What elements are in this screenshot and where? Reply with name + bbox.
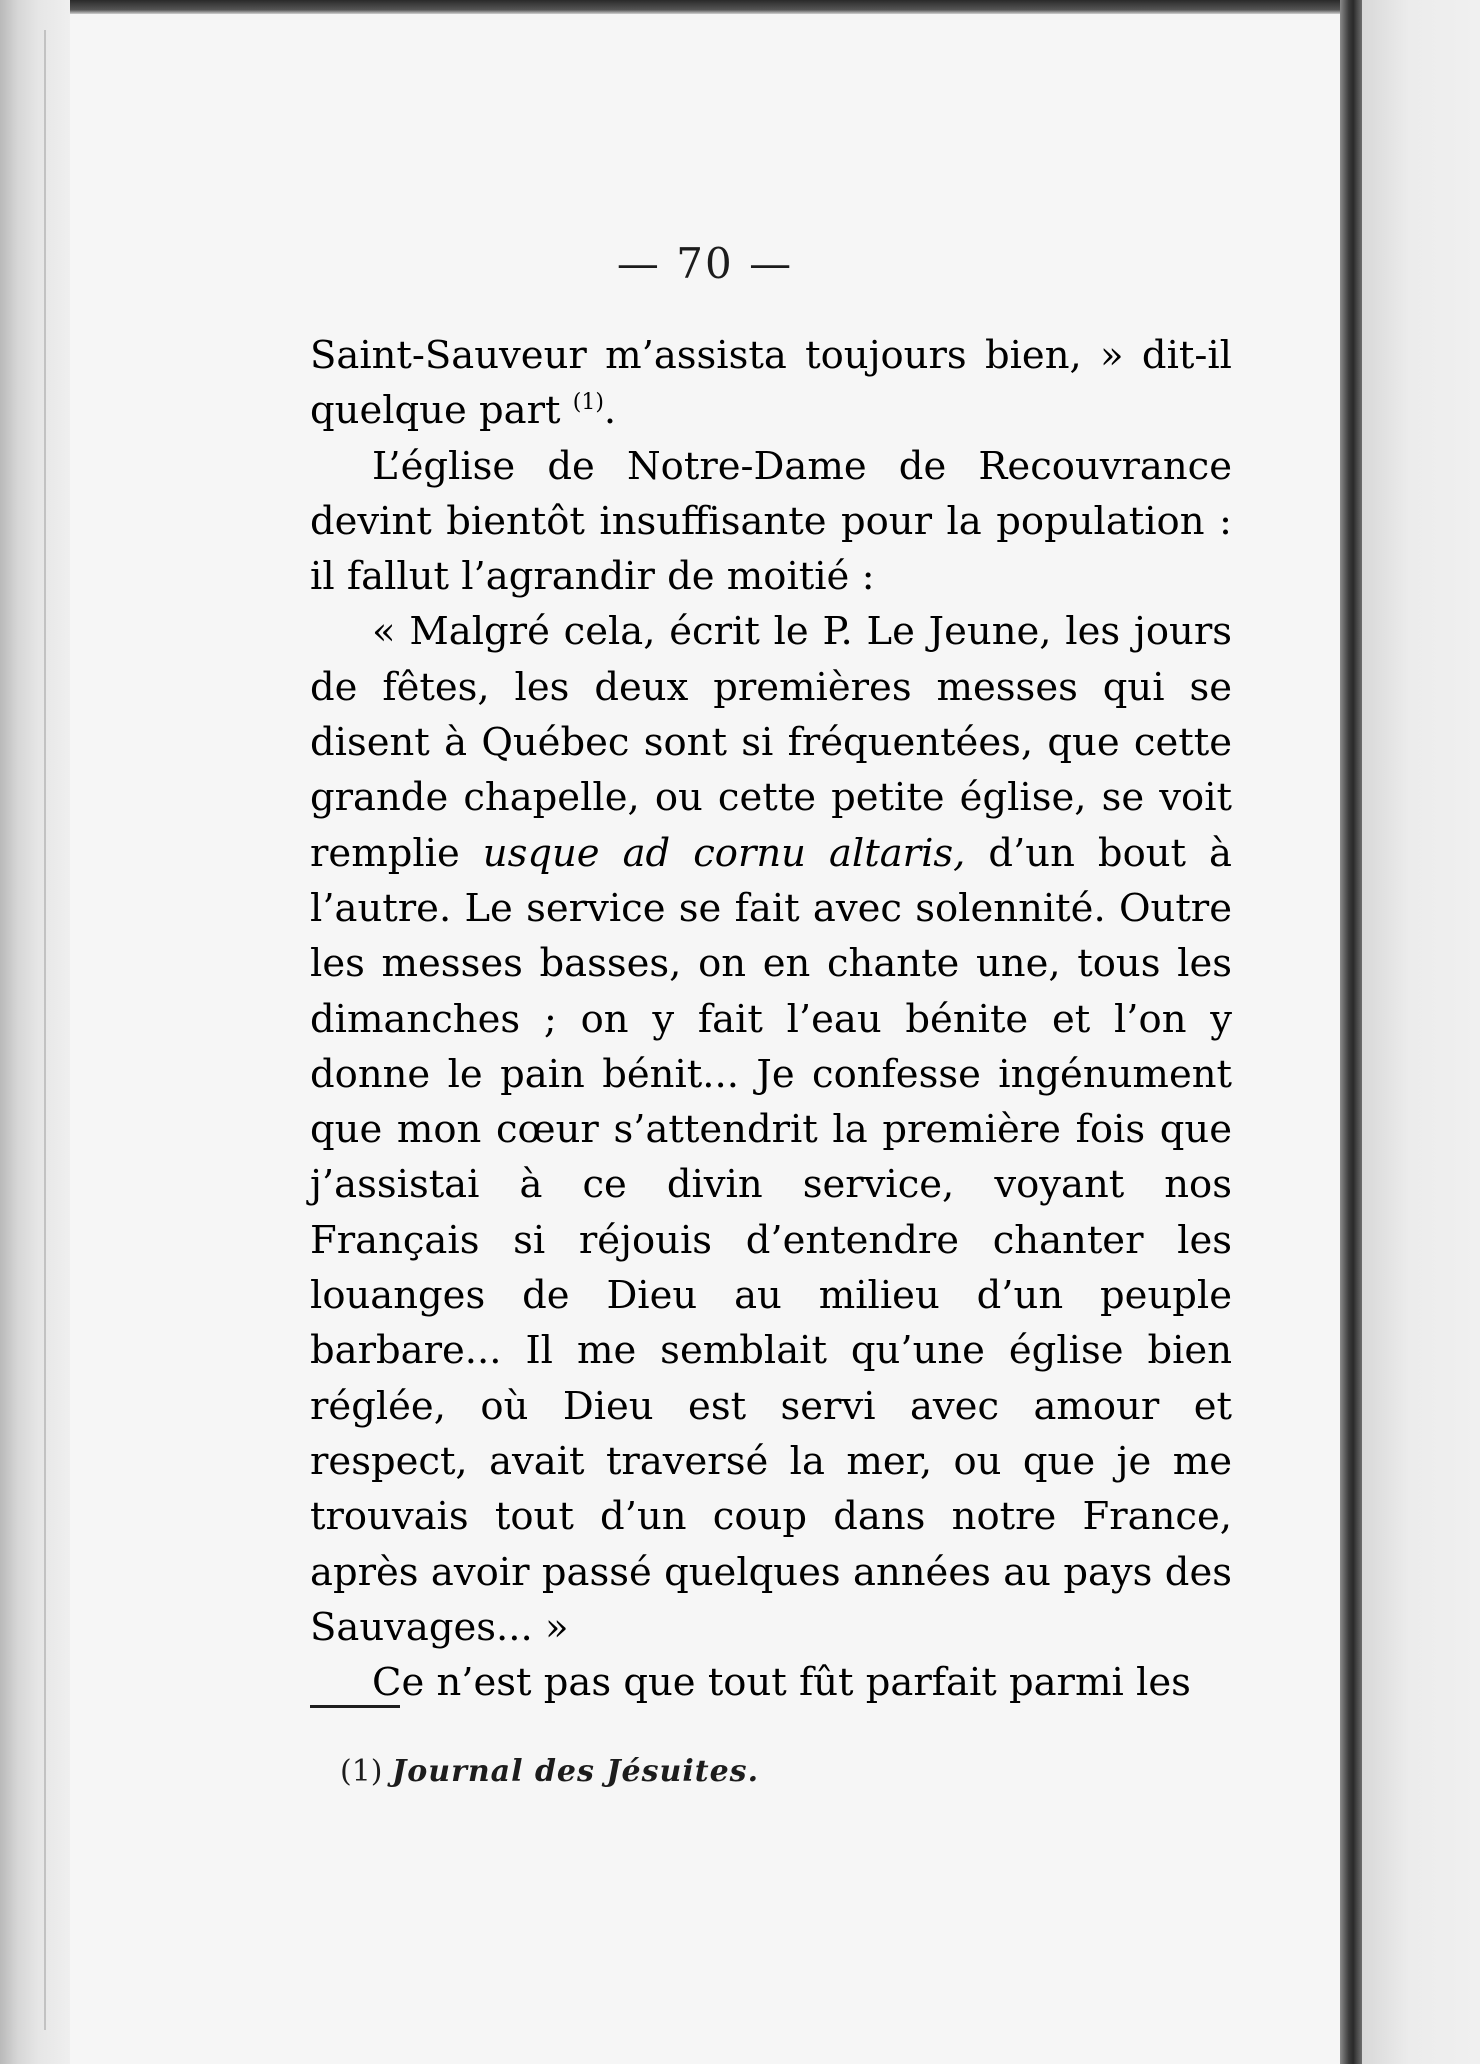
paragraph-4: Ce n’est pas que tout fût parfait parmi les xyxy=(372,1660,1191,1706)
page-number: — 70 — xyxy=(616,239,794,288)
quote-text-end: d’un bout à l’autre. Le service se fait avec solennité. Outre les messes basses, on en chante une, tous les dimanches ; on y fait l’eau bénite et l’on y donne le pain bénit... Je confesse ingénument que mon cœur s’attendrit la première fois que j’assistai à ce divin service, voyant nos Français si réjouis d’entendre chanter les louanges de Dieu au milieu d’un peuple barbare... Il me semblait qu’une église bien réglée, où Dieu est servi avec amour et respect, avait traversé la mer, ou que je me trouvais tout d’un coup dans notre France, après avoir passé quelques années au pays des Sauvages... » xyxy=(310,830,1232,1650)
page-stack-edge xyxy=(0,0,70,2064)
footnote xyxy=(340,1752,1140,1792)
quote-text-start: « Malgré cela, écrit le P. Le Jeune, les jours de fêtes, les deux premières messes qui se disent à Québec sont si fréquentées, que cette grande chapelle, ou cette petite église, se voit remplie xyxy=(310,609,1232,876)
paragraph-1 xyxy=(310,328,1232,439)
body-text xyxy=(310,328,1232,1710)
facing-page-edge xyxy=(1362,0,1480,2064)
paragraph-2: L’église de Notre-Dame de Recouvrance devint bientôt insuffisante pour la population : il fallut l’agrandir de moitié : xyxy=(310,443,1232,600)
footnote-divider xyxy=(310,1705,400,1708)
scan-top-edge xyxy=(0,0,1480,14)
paragraph-1-end: . xyxy=(603,388,617,434)
paragraph-1-text: Saint-Sauveur m’assista toujours bien, » dit-il quelque part xyxy=(310,333,1232,434)
book-page xyxy=(70,14,1340,2064)
footnote-reference: (1) xyxy=(572,390,604,416)
footnote-title: Journal des Jésuites. xyxy=(392,1754,760,1789)
footnote-marker: (1) xyxy=(340,1754,383,1789)
book-binding xyxy=(1340,0,1362,2064)
paragraph-3-quote xyxy=(310,604,1232,1655)
latin-phrase: usque ad cornu altaris, xyxy=(482,830,966,876)
